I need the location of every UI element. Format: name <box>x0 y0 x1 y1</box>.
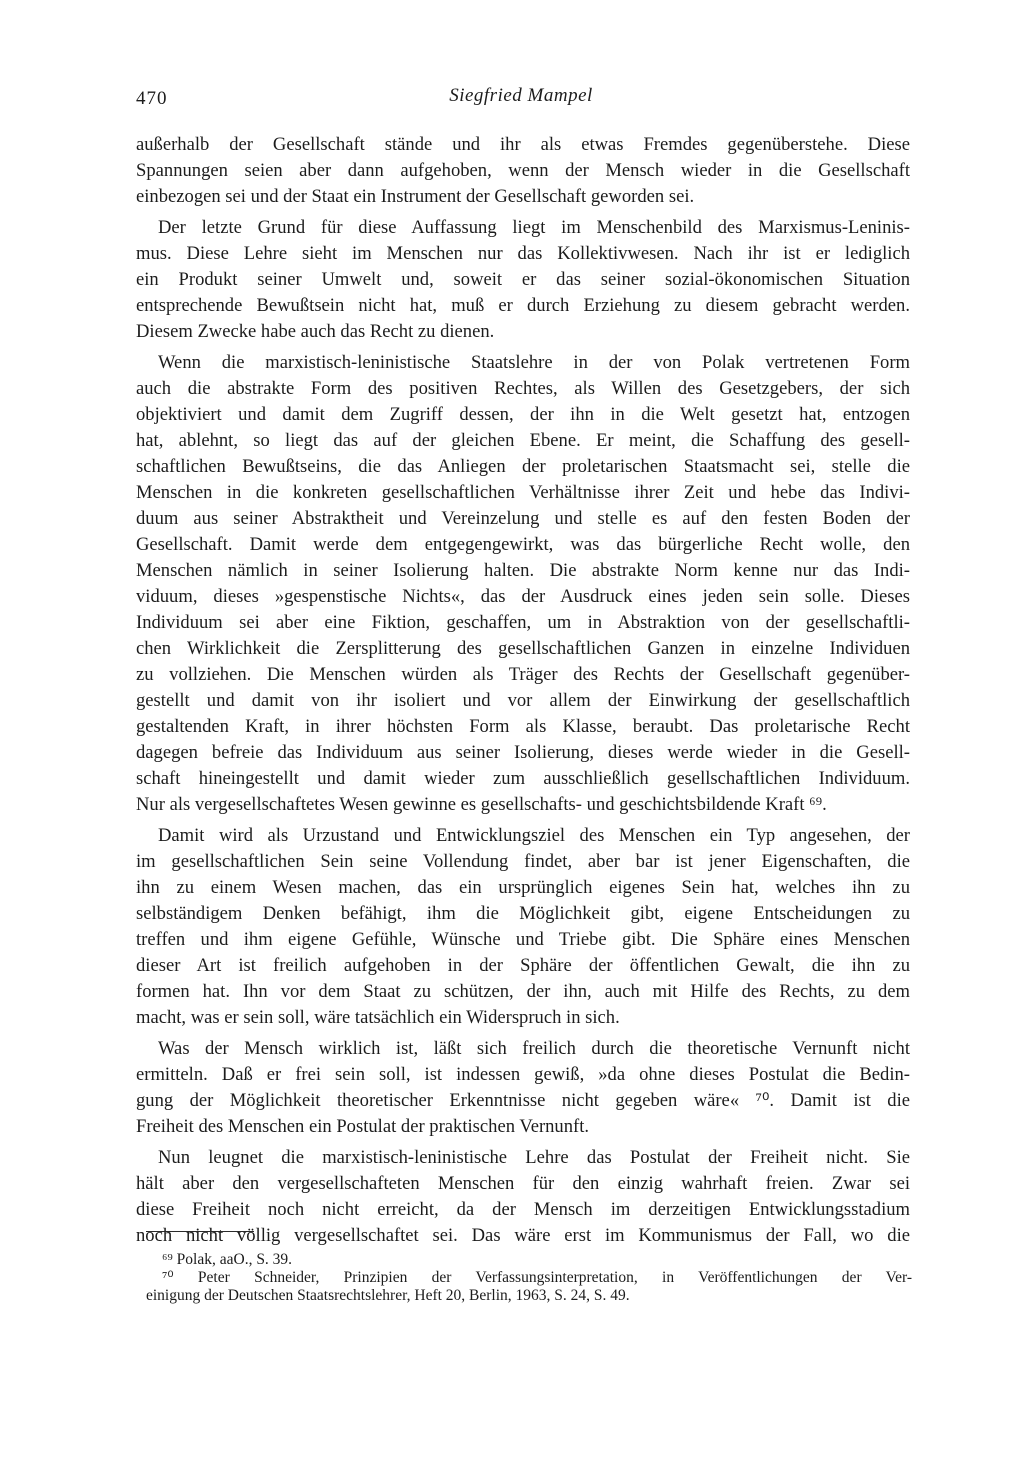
body-line: selbständigem Denken befähigt, ihm die Möglichkeit gibt, eigene Entscheidungen zu <box>136 903 910 924</box>
body-line: mus. Diese Lehre sieht im Menschen nur das Kollektivwesen. Nach ihr ist er lediglich <box>136 243 910 264</box>
body-line: dagegen befreie das Individuum aus seiner Isolierung, dieses werde wieder in die Gesell- <box>136 742 910 763</box>
body-text <box>136 132 910 1249</box>
body-line: dieser Art ist freilich aufgehoben in der Sphäre der öffentlichen Gewalt, die ihn zu <box>136 955 910 976</box>
body-line: viduum, dieses »gespenstische Nichts«, das der Ausdruck eines jeden sein solle. Dieses <box>136 586 910 607</box>
body-line: treffen und ihm eigene Gefühle, Wünsche und Triebe gibt. Die Sphäre eines Menschen <box>136 929 910 950</box>
body-line: Individuum sei aber eine Fiktion, geschaffen, um in Abstraktion von der gesellschaftli- <box>136 612 910 633</box>
body-line: hat, ablehnt, so liegt das auf der gleichen Ebene. Er meint, die Schaffung des gesell- <box>136 430 910 451</box>
body-line: formen hat. Ihn vor dem Staat zu schützen, der ihn, auch mit Hilfe des Rechts, zu dem <box>136 981 910 1002</box>
body-line: schaftlichen Bewußtseins, die das Anliegen der proletarischen Staatsmacht sei, stelle die <box>136 456 910 477</box>
body-line: Nun leugnet die marxistisch-leninistische Lehre das Postulat der Freiheit nicht. Sie <box>158 1147 910 1168</box>
body-line: ein Produkt seiner Umwelt und, soweit er das seiner sozial-ökonomischen Situation <box>136 269 910 290</box>
body-line: im gesellschaftlichen Sein seine Vollendung findet, aber bar ist jener Eigenschaften, die <box>136 851 910 872</box>
running-head <box>136 85 906 118</box>
body-line: ihn zu einem Wesen machen, das ein ursprünglich eigenes Sein hat, welches ihn zu <box>136 877 910 898</box>
body-line: entsprechende Bewußtsein nicht hat, muß er durch Erziehung zu diesem gebracht werden. <box>136 295 910 316</box>
body-line: Gesellschaft. Damit werde dem entgegengewirkt, was das bürgerliche Recht wolle, den <box>136 534 910 555</box>
body-line: macht, was er sein soll, wäre tatsächlich ein Widerspruch in sich. <box>136 1007 620 1028</box>
body-line: hält aber den vergesellschafteten Menschen für den einzig wahrhaft freien. Zwar sei <box>136 1173 910 1194</box>
footnotes <box>146 1251 912 1305</box>
body-line: zu vollziehen. Die Menschen würden als Träger des Rechts der Gesellschaft gegenüber- <box>136 664 910 685</box>
body-line: ermitteln. Daß er frei sein soll, ist indessen gewiß, »da ohne dieses Postulat die Bedin- <box>136 1064 910 1085</box>
page-number: 470 <box>136 88 168 109</box>
body-line: chen Wirklichkeit die Zersplitterung des gesellschaftlichen Ganzen in einzelne Individuen <box>136 638 910 659</box>
body-line: Menschen nämlich in seiner Isolierung halten. Die abstrakte Norm kenne nur das Indi- <box>136 560 910 581</box>
body-line: gestaltenden Kraft, in ihrer höchsten Form als Klasse, beraubt. Das proletarische Recht <box>136 716 910 737</box>
footnote-line: einigung der Deutschen Staatsrechtslehrer, Heft 20, Berlin, 1963, S. 24, S. 49. <box>146 1287 630 1304</box>
running-title: Siegfried Mampel <box>449 85 593 106</box>
footnote-divider <box>146 1231 254 1232</box>
body-line: Damit wird als Urzustand und Entwicklungsziel des Menschen ein Typ angesehen, der <box>158 825 910 846</box>
body-line: gestellt und damit von ihr isoliert und vor allem der Einwirkung der gesellschaftlich <box>136 690 910 711</box>
body-line: Der letzte Grund für diese Auffassung liegt im Menschenbild des Marxismus-Leninis- <box>158 217 910 238</box>
body-line: Nur als vergesellschaftetes Wesen gewinne es gesellschafts- und geschichtsbildende Kraft ⁶⁹. <box>136 794 827 815</box>
body-line: Spannungen seien aber dann aufgehoben, wenn der Mensch wieder in die Gesellschaft <box>136 160 910 181</box>
footnote-line: ⁷⁰ Peter Schneider, Prinzipien der Verfassungsinterpretation, in Veröffentlichungen der Ver- <box>162 1269 912 1286</box>
body-line: Wenn die marxistisch-leninistische Staatslehre in der von Polak vertretenen Form <box>158 352 910 373</box>
body-line: gung der Möglichkeit theoretischer Erkenntnisse nicht gegeben wäre« ⁷⁰. Damit ist die <box>136 1090 910 1111</box>
body-line: duum aus seiner Abstraktheit und Vereinzelung und stelle es auf den festen Boden der <box>136 508 910 529</box>
body-line: einbezogen sei und der Staat ein Instrument der Gesellschaft geworden sei. <box>136 186 695 207</box>
body-line: außerhalb der Gesellschaft stände und ihr als etwas Fremdes gegenüberstehe. Diese <box>136 134 910 155</box>
body-line: noch nicht völlig vergesellschaftet sei. Das wäre erst im Kommunismus der Fall, wo die <box>136 1225 910 1246</box>
body-line: Freiheit des Menschen ein Postulat der praktischen Vernunft. <box>136 1116 590 1137</box>
body-line: schaft hineingestellt und damit wieder zum ausschließlich gesellschaftlichen Individuum. <box>136 768 910 789</box>
body-line: diese Freiheit noch nicht erreicht, da der Mensch im derzeitigen Entwicklungsstadium <box>136 1199 910 1220</box>
body-line: Diesem Zwecke habe auch das Recht zu dienen. <box>136 321 495 342</box>
body-line: Was der Mensch wirklich ist, läßt sich freilich durch die theoretische Vernunft nicht <box>158 1038 910 1059</box>
body-line: Menschen in die konkreten gesellschaftlichen Verhältnisse ihrer Zeit und hebe das Indivi- <box>136 482 910 503</box>
footnote-line: ⁶⁹ Polak, aaO., S. 39. <box>162 1251 293 1268</box>
body-line: auch die abstrakte Form des positiven Rechtes, als Willen des Gesetzgebers, der sich <box>136 378 910 399</box>
body-line: objektiviert und damit dem Zugriff dessen, der ihn in die Welt gesetzt hat, entzogen <box>136 404 910 425</box>
